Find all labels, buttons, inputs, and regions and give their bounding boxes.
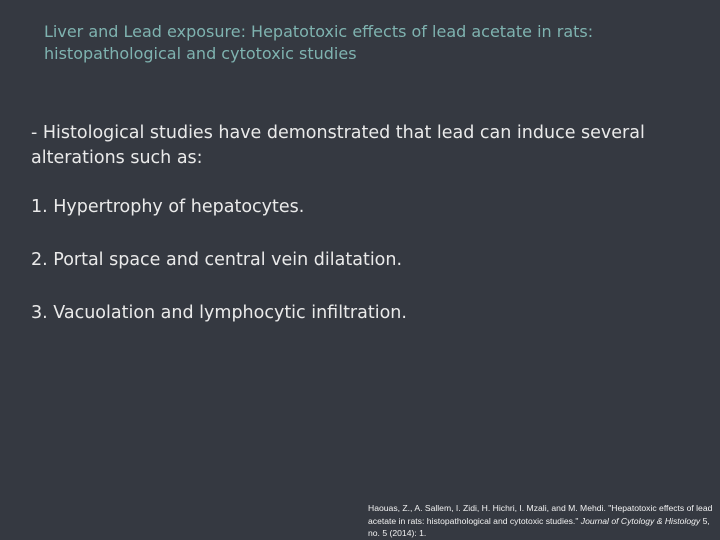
citation-authors-title: Haouas, Z., A. Sallem, I. Zidi, H. Hichri, I. Mzali, and M. Mehdi. "Hepatotoxic effects of lead acetate in rats: histopathological and cytotoxic studies." bbox=[368, 503, 713, 526]
list-item-2: 2. Portal space and central vein dilatation. bbox=[31, 250, 403, 270]
citation-volume: 5, no. 5 (2014): 1. bbox=[368, 515, 710, 538]
citation-journal: Journal of Cytology & Histology bbox=[580, 515, 701, 526]
list-item-3: 3. Vacuolation and lymphocytic infiltration. bbox=[31, 303, 407, 323]
slide-title: Liver and Lead exposure: Hepatotoxic effects of lead acetate in rats: histopathological and cytotoxic studies bbox=[44, 22, 594, 63]
list-item-1: 1. Hypertrophy of hepatocytes. bbox=[31, 197, 305, 217]
citation bbox=[368, 502, 713, 540]
intro-paragraph: - Histological studies have demonstrated that lead can induce several alterations such as: bbox=[31, 123, 645, 168]
